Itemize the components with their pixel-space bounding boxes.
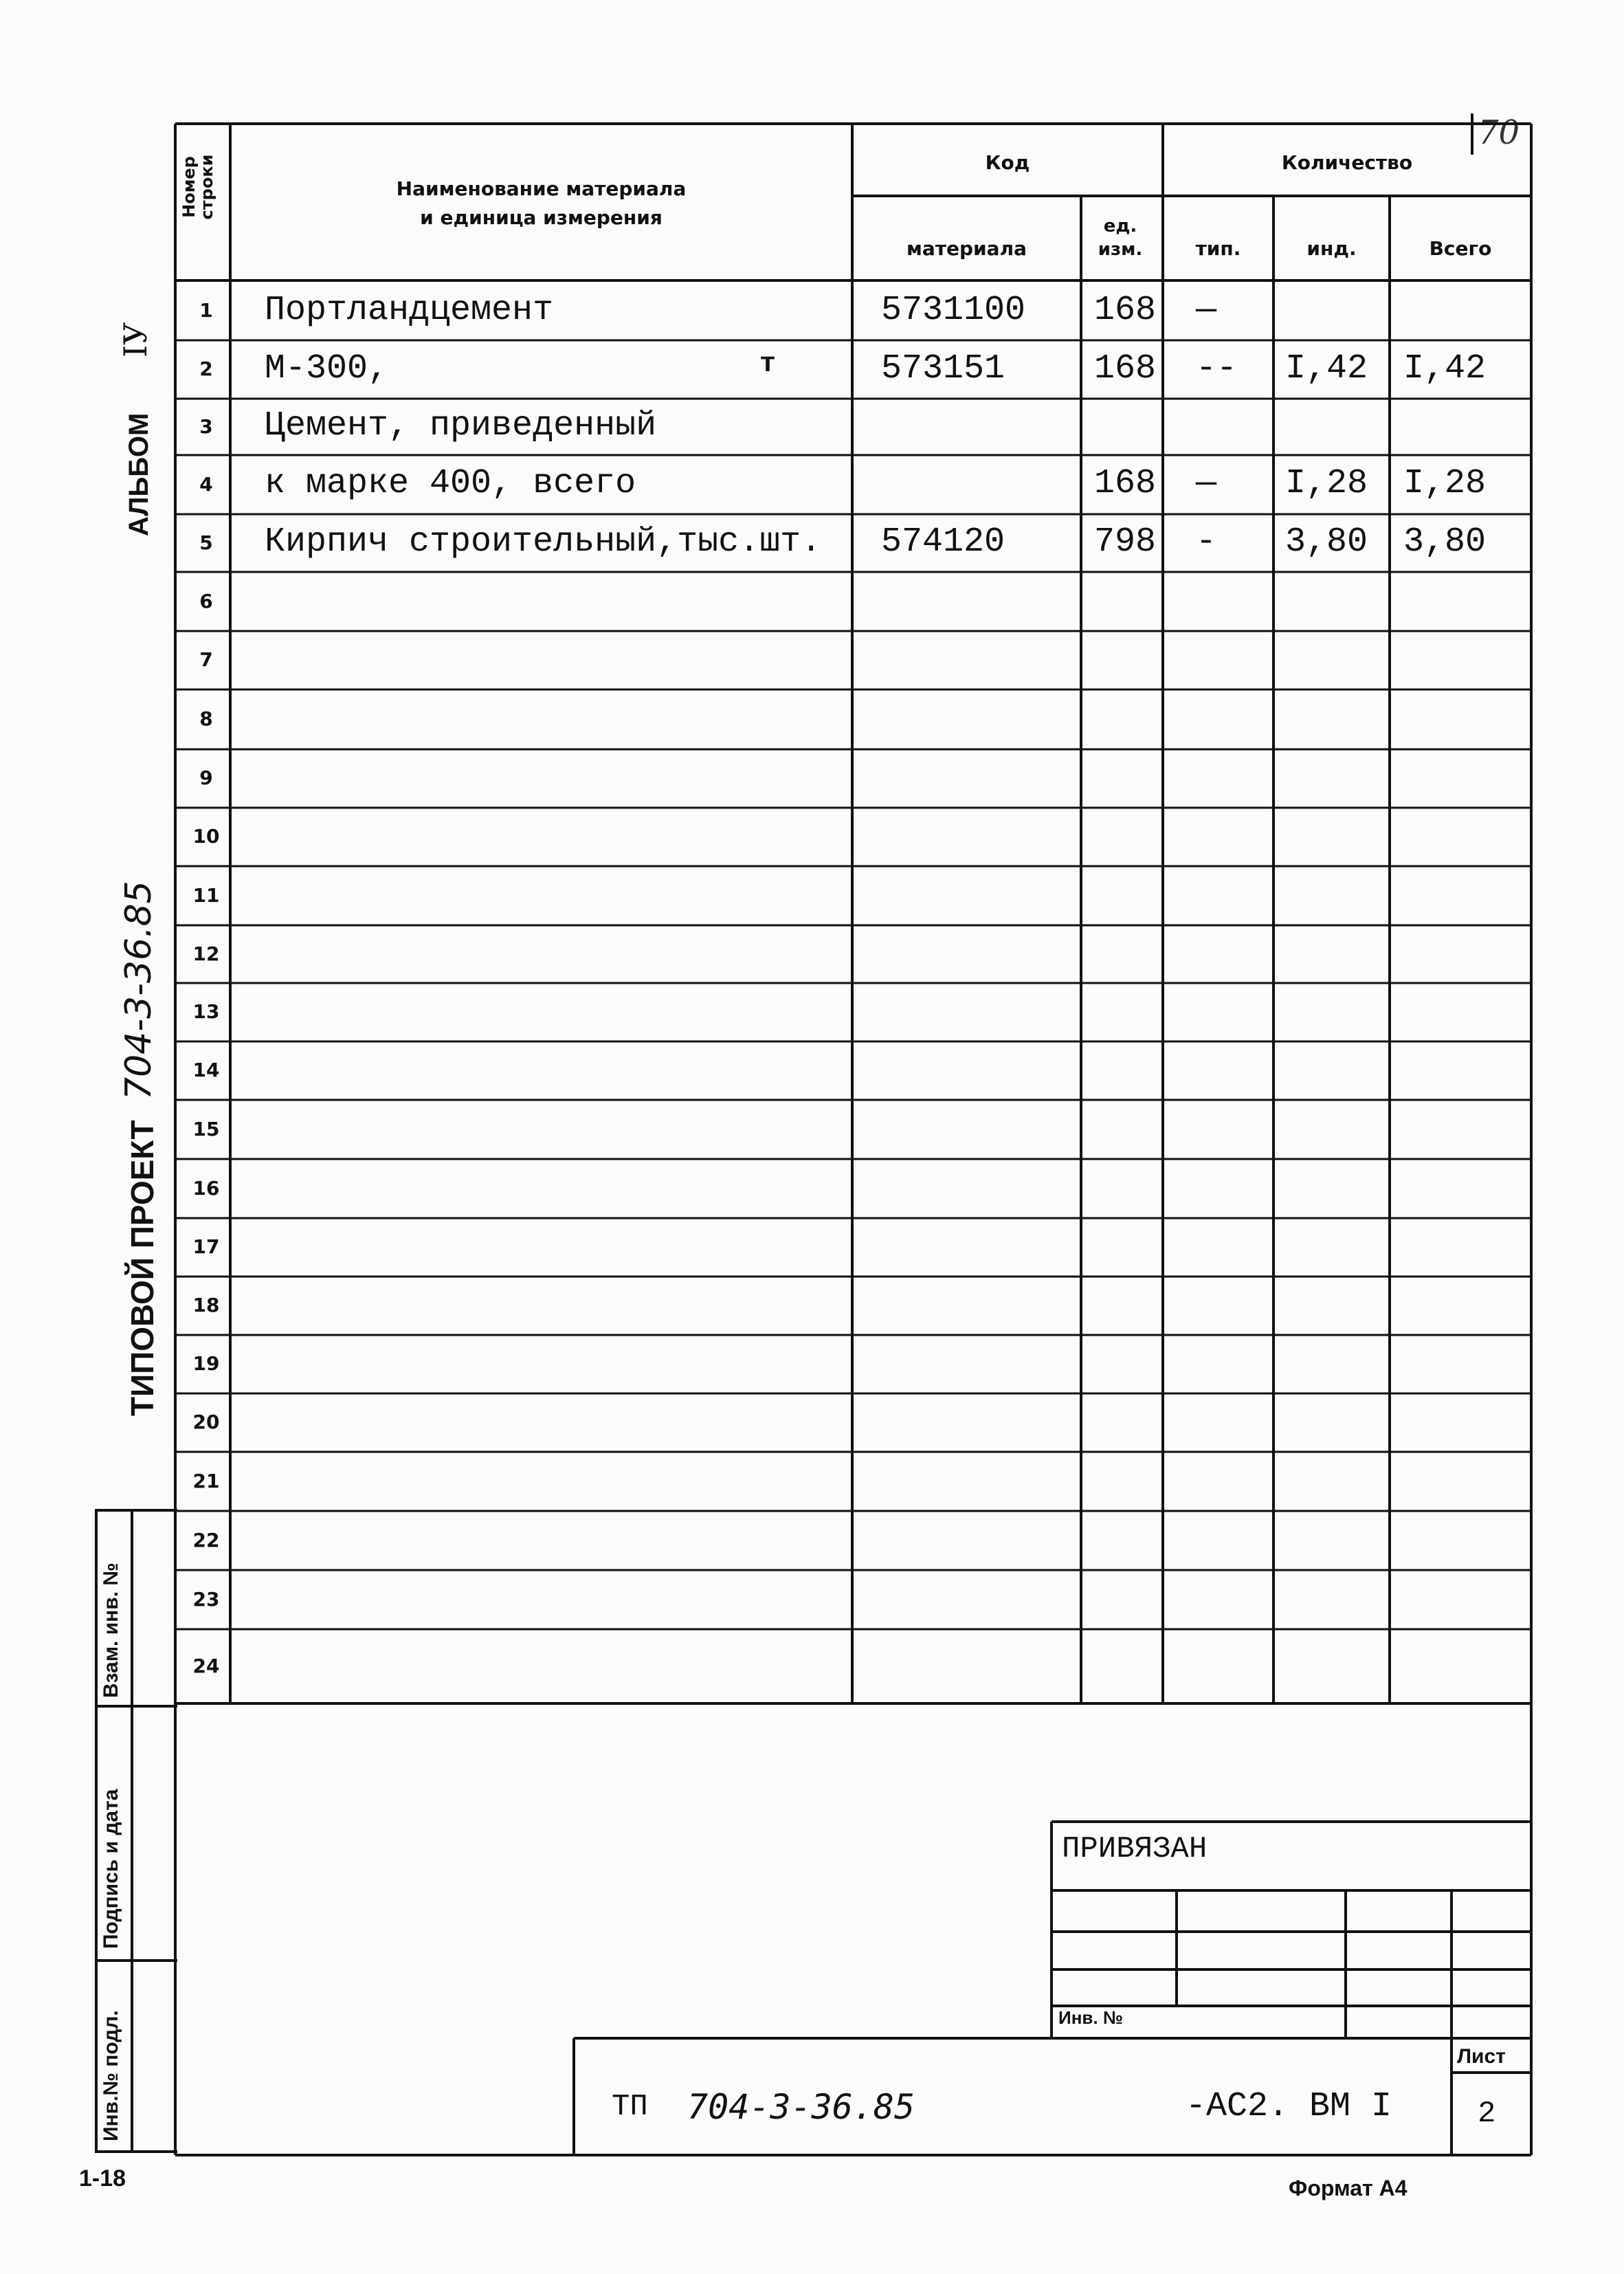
qty-total: 3,80 <box>1403 522 1487 562</box>
qty-typ: -- <box>1196 349 1238 388</box>
qty-ind: I,42 <box>1285 349 1368 388</box>
row-number: 23 <box>192 1587 220 1611</box>
row-number: 9 <box>199 766 213 790</box>
unit-code: 798 <box>1094 522 1157 562</box>
qty-ind: I,28 <box>1285 464 1368 504</box>
row-number: 21 <box>192 1469 220 1492</box>
stamp-box-replaced-inv: Взам. инв. № <box>100 1563 122 1698</box>
row-number: 6 <box>199 589 213 612</box>
format-label: Формат А4 <box>1289 2176 1408 2200</box>
project-label: ТИПОВОЙ ПРОЕКТ <box>124 1120 160 1416</box>
row-number: 17 <box>192 1235 220 1259</box>
row-number: 8 <box>199 707 213 731</box>
row-number: 24 <box>192 1654 220 1677</box>
stamp-box-orig-inv: Инв.№ подл. <box>100 2010 122 2141</box>
row-number: 3 <box>199 415 213 438</box>
qty-ind: 3,80 <box>1285 522 1368 562</box>
doc-code: 704-3-36.85 <box>687 2087 915 2127</box>
qty-typ: - <box>1196 522 1217 562</box>
header-material-name-1: Наименование материала <box>396 177 687 200</box>
header-code: Код <box>985 151 1030 174</box>
sheet-label: Лист <box>1457 2045 1506 2068</box>
row-number: 2 <box>199 357 213 381</box>
bound-label: ПРИВЯЗАН <box>1062 1832 1208 1866</box>
row-number: 15 <box>192 1117 220 1140</box>
unit-code: 168 <box>1094 290 1157 330</box>
unit-suffix: т <box>759 349 777 380</box>
header-code-material: материала <box>906 237 1027 260</box>
material-code: 5731100 <box>881 290 1026 330</box>
row-number: 11 <box>192 883 220 907</box>
row-number: 13 <box>192 1000 220 1024</box>
album-number: IУ <box>117 322 154 357</box>
material-name: Цемент, приведенный <box>265 406 657 446</box>
header-qty-ind: инд. <box>1306 237 1357 260</box>
qty-typ: — <box>1196 464 1217 504</box>
sheet-mark: 70 <box>1478 113 1520 152</box>
qty-total: I,42 <box>1403 349 1487 388</box>
row-number: 4 <box>199 472 213 496</box>
material-name: Кирпич строительный,тыс.шт. <box>265 522 822 562</box>
inv-no-label: Инв. № <box>1058 2007 1123 2028</box>
row-number: 1 <box>199 299 213 322</box>
unit-code: 168 <box>1094 349 1157 388</box>
row-number: 16 <box>192 1176 220 1200</box>
row-number: 5 <box>199 531 213 554</box>
sheet-number: 2 <box>1478 2097 1496 2131</box>
material-code: 574120 <box>881 522 1005 562</box>
unit-code: 168 <box>1094 464 1157 504</box>
header-row-number: Номер строки <box>179 154 216 220</box>
header-code-unit: ед. изм. <box>1098 216 1143 260</box>
material-name: М-300, <box>265 349 389 388</box>
header-qty-typ: тип. <box>1195 237 1241 260</box>
page-ref: 1-18 <box>79 2165 126 2192</box>
header-qty-total: Всего <box>1429 237 1492 260</box>
qty-total: I,28 <box>1403 464 1487 504</box>
header-material-name-2: и единица измерения <box>420 206 663 229</box>
row-number: 19 <box>192 1352 220 1376</box>
row-number: 18 <box>192 1294 220 1317</box>
project-number: 704-3-36.85 <box>118 881 159 1100</box>
material-name: Портландцемент <box>265 290 554 330</box>
row-number: 7 <box>199 648 213 672</box>
row-number: 10 <box>192 825 220 848</box>
row-number: 14 <box>192 1059 220 1082</box>
doc-suffix: -АС2. ВМ I <box>1186 2087 1392 2126</box>
header-quantity: Количество <box>1281 151 1413 174</box>
row-number: 20 <box>192 1411 220 1434</box>
album-label: АЛЬБОМ <box>124 412 154 536</box>
stamp-box-signature-date: Подпись и дата <box>100 1789 122 1949</box>
material-name: к марке 400, всего <box>265 464 636 504</box>
material-code: 573151 <box>881 349 1005 388</box>
row-number: 12 <box>192 942 220 965</box>
doc-prefix: ТП <box>612 2090 648 2124</box>
qty-typ: — <box>1196 290 1217 330</box>
row-number: 22 <box>192 1528 220 1552</box>
